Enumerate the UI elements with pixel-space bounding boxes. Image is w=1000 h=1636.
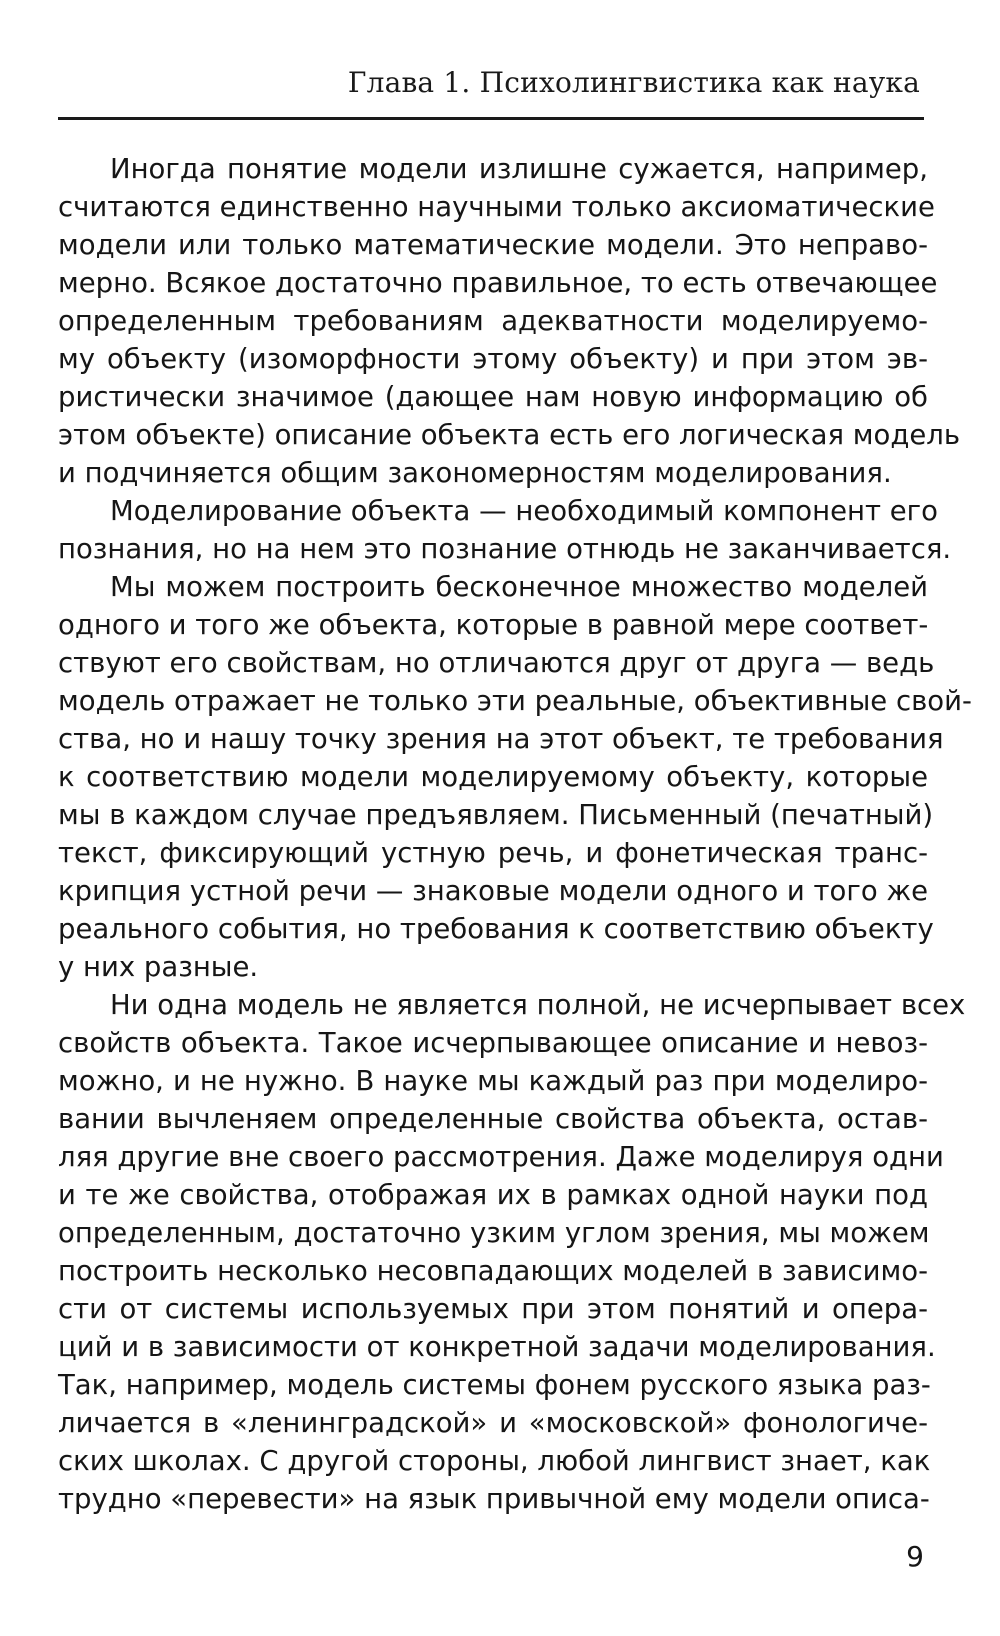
text-line: ляя другие вне своего рассмотрения. Даже моделируя одни bbox=[58, 1141, 944, 1173]
text-line: ских школах. С другой стороны, любой лингвист знает, как bbox=[58, 1445, 931, 1477]
text-line: Ни одна модель не является полной, не исчерпывает всех bbox=[110, 989, 966, 1021]
text-line: модель отражает не только эти реальные, объективные свой- bbox=[58, 685, 972, 717]
text-line: личается в «ленинградской» и «московской» фонологиче- bbox=[58, 1407, 928, 1439]
text-line: модели или только математические модели. Это неправо- bbox=[58, 229, 928, 261]
text-line: и подчиняется общим закономерностям моделирования. bbox=[58, 457, 892, 489]
text-line: познания, но на нем это познание отнюдь не заканчивается. bbox=[58, 533, 952, 565]
text-line: сти от системы используемых при этом понятий и опера- bbox=[58, 1293, 928, 1325]
text-line: и те же свойства, отображая их в рамках одной науки под bbox=[58, 1179, 928, 1211]
text-line: Моделирование объекта — необходимый компонент его bbox=[110, 495, 938, 527]
text-line: определенным требованиям адекватности моделируемо- bbox=[58, 305, 928, 337]
text-line: можно, и не нужно. В науке мы каждый раз при моделиро- bbox=[58, 1065, 928, 1097]
text-line: Иногда понятие модели излишне сужается, например, bbox=[110, 153, 928, 185]
text-line: вании вычленяем определенные свойства объекта, остав- bbox=[58, 1103, 928, 1135]
paragraph-3 bbox=[58, 568, 972, 986]
text-line: ристически значимое (дающее нам новую информацию об bbox=[58, 381, 928, 413]
text-line: Так, например, модель системы фонем русского языка раз- bbox=[58, 1369, 931, 1401]
text-line: трудно «перевести» на язык привычной ему модели описа- bbox=[58, 1483, 930, 1515]
text-line: считаются единственно научными только аксиоматические bbox=[58, 191, 935, 223]
text-line: мерно. Всякое достаточно правильное, то есть отвечающее bbox=[58, 267, 938, 299]
text-line: текст, фиксирующий устную речь, и фонетическая транс- bbox=[58, 837, 928, 869]
text-line: ций и в зависимости от конкретной задачи моделирования. bbox=[58, 1331, 936, 1363]
header-rule bbox=[58, 117, 924, 120]
text-line: у них разные. bbox=[58, 951, 259, 983]
text-line: ствуют его свойствам, но отличаются друг от друга — ведь bbox=[58, 647, 935, 679]
text-line: мы в каждом случае предъявляем. Письменный (печатный) bbox=[58, 799, 934, 831]
text-line: к соответствию модели моделируемому объекту, которые bbox=[58, 761, 928, 793]
text-line: Мы можем построить бесконечное множество моделей bbox=[110, 571, 928, 603]
text-line: свойств объекта. Такое исчерпывающее описание и невоз- bbox=[58, 1027, 928, 1059]
paragraph-4 bbox=[58, 986, 966, 1518]
page-number: 9 bbox=[906, 1540, 924, 1573]
paragraph-2 bbox=[58, 492, 952, 568]
body-text bbox=[58, 150, 972, 1518]
text-line: му объекту (изоморфности этому объекту) и при этом эв- bbox=[58, 343, 928, 375]
text-line: ства, но и нашу точку зрения на этот объект, те требования bbox=[58, 723, 944, 755]
text-line: крипция устной речи — знаковые модели одного и того же bbox=[58, 875, 929, 907]
text-line: реального события, но требования к соответствию объекту bbox=[58, 913, 934, 945]
text-line: одного и того же объекта, которые в равной мере соответ- bbox=[58, 609, 929, 641]
running-head-chapter-title: Глава 1. Психолингвистика как наука bbox=[347, 66, 920, 99]
text-line: построить несколько несовпадающих моделей в зависимо- bbox=[58, 1255, 928, 1287]
paragraph-1 bbox=[58, 150, 961, 492]
text-line: этом объекте) описание объекта есть его логическая модель bbox=[58, 419, 961, 451]
text-line: определенным, достаточно узким углом зрения, мы можем bbox=[58, 1217, 930, 1249]
